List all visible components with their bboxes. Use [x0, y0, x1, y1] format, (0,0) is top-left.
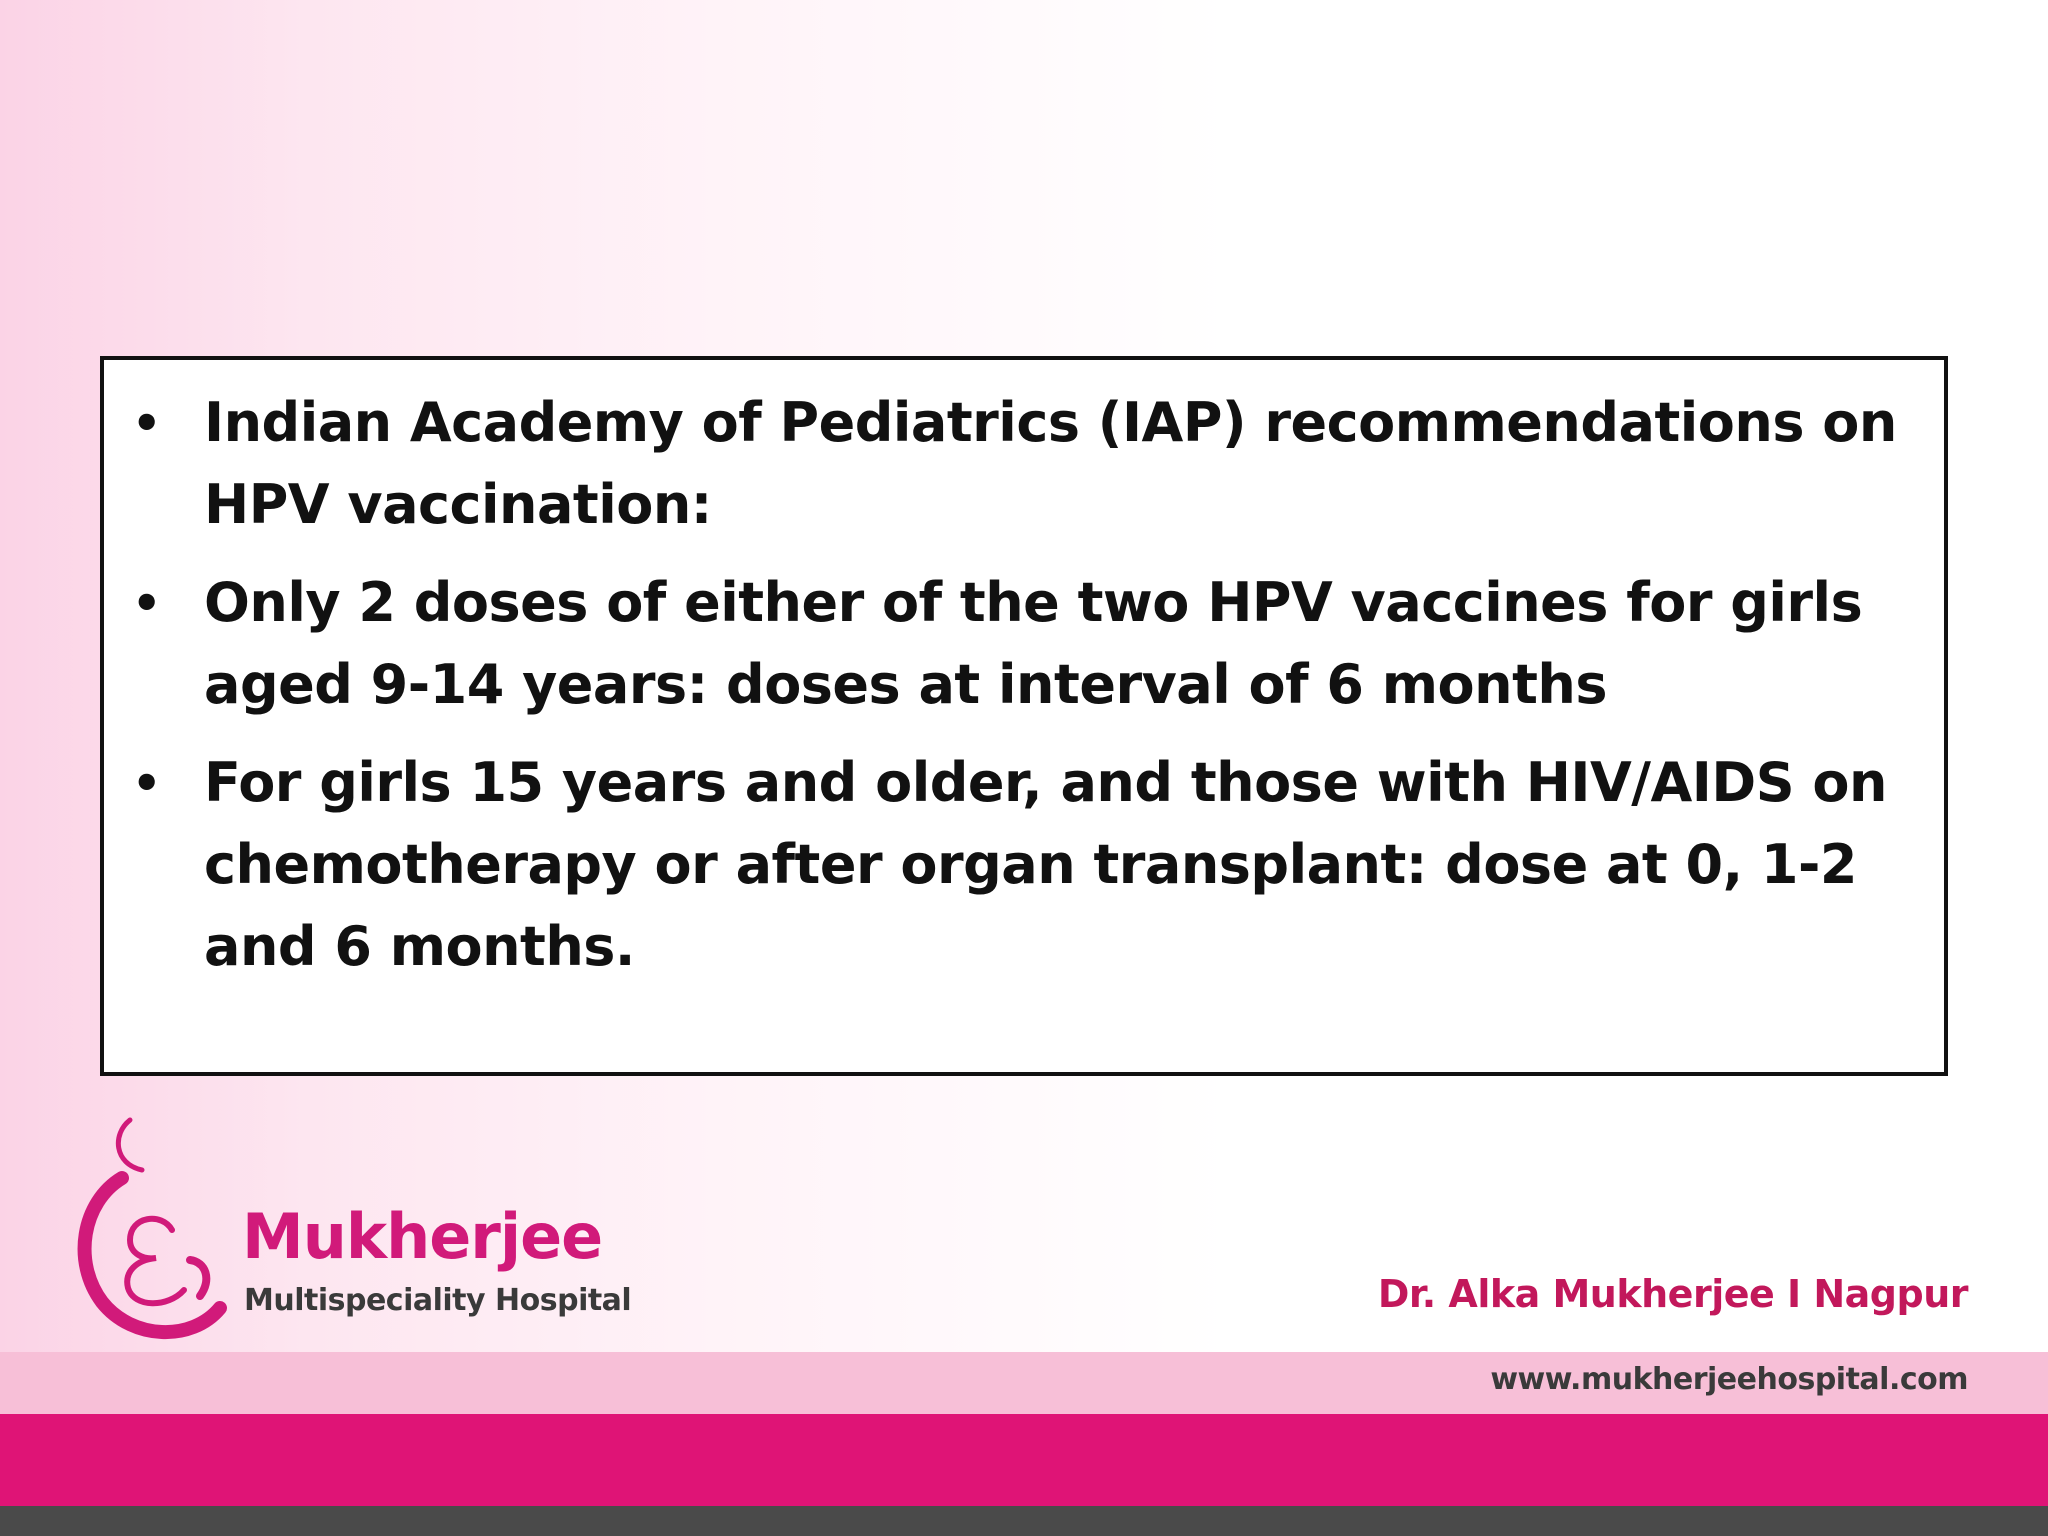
bullet-item — [128, 382, 1912, 546]
bullet-item — [128, 562, 1912, 726]
content-box — [100, 356, 1948, 1076]
bullet-item — [128, 742, 1912, 988]
bullet-text: For girls 15 years and older, and those with HIV/AIDS on chemotherapy or after organ transplant: dose at 0, 1-2 and 6 months. — [204, 751, 1887, 978]
footer-band-magenta — [0, 1414, 2048, 1506]
footer-band-dark — [0, 1506, 2048, 1536]
bullet-dot-icon: • — [132, 576, 161, 630]
bullet-text: Indian Academy of Pediatrics (IAP) recommendations on HPV vaccination: — [204, 391, 1897, 536]
bullet-text: Only 2 doses of either of the two HPV vaccines for girls aged 9-14 years: doses at interval of 6 months — [204, 571, 1863, 716]
bullet-dot-icon: • — [132, 756, 161, 810]
website-link[interactable]: www.mukherjeehospital.com — [1490, 1362, 1968, 1397]
hospital-logo-icon — [72, 1112, 232, 1342]
bullet-dot-icon: • — [132, 396, 161, 450]
doctor-name: Dr. Alka Mukherjee I Nagpur — [1377, 1272, 1968, 1316]
bullet-list — [128, 382, 1912, 988]
brand-name: Mukherjee — [242, 1200, 603, 1273]
brand-subtitle: Multispeciality Hospital — [244, 1283, 632, 1318]
